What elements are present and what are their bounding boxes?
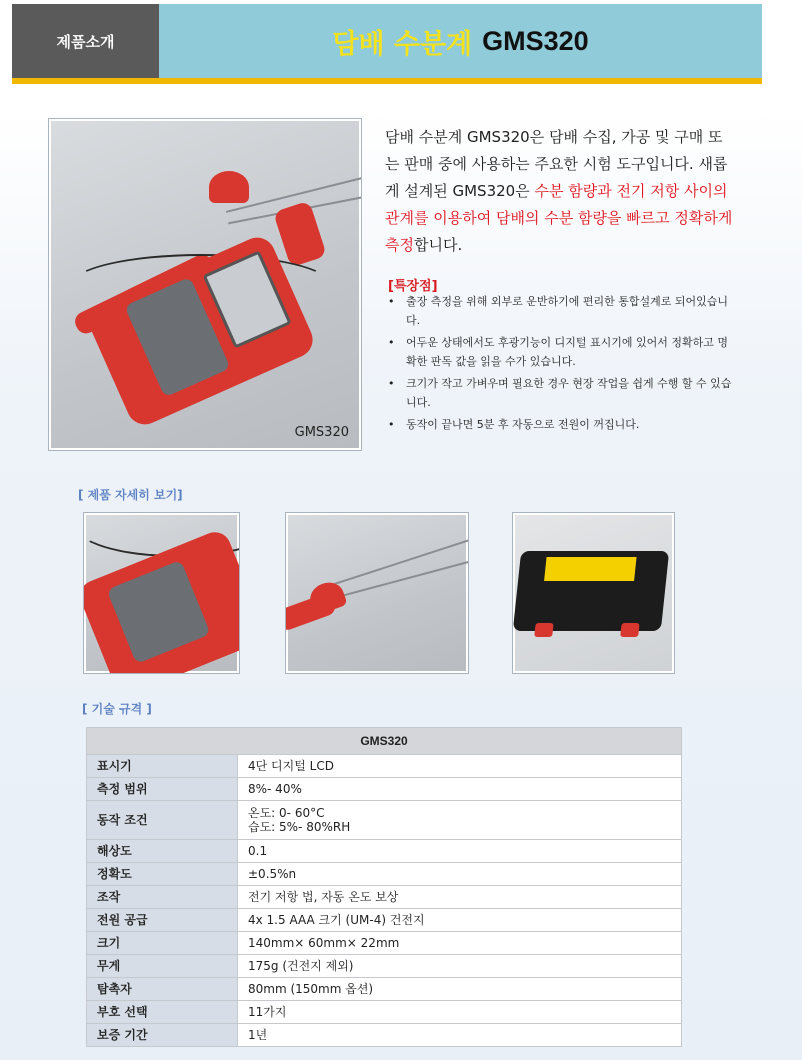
case-label [544, 557, 637, 581]
case-latch [534, 623, 553, 637]
feature-item: • 출장 측정을 위해 외부로 운반하기에 편리한 통합설계로 되어있습니다. [388, 292, 738, 330]
spec-model-header: GMS320 [87, 728, 682, 755]
product-description [385, 124, 735, 259]
page-title-model: GMS320 [482, 25, 589, 56]
title-bar [159, 4, 762, 78]
description-text: 담배 수분계 GMS320은 담배 수집, 가공 및 구매 또는 판매 중에 사용하는 주요한 시험 도구입니다. 새롭게 설계된 GMS320은 [385, 128, 728, 200]
spec-key: 크기 [87, 932, 238, 955]
spec-key: 전원 공급 [87, 909, 238, 932]
main-product-photo [48, 118, 362, 451]
description-text-end: 합니다. [413, 236, 463, 254]
spec-value-line: 습도: 5%- 80%RH [248, 820, 351, 834]
table-row [87, 778, 682, 801]
detail-photo-case [512, 512, 675, 674]
spec-heading: [ 기술 규격 ] [82, 702, 152, 716]
spec-value-line: 온도: 0- 60°C [248, 806, 325, 820]
table-row [87, 978, 682, 1001]
spec-key: 측정 범위 [87, 778, 238, 801]
spec-key: 정확도 [87, 863, 238, 886]
spec-value: 전기 저항 법, 자동 온도 보상 [238, 886, 682, 909]
table-row [87, 1024, 682, 1047]
spec-value: 11가지 [238, 1001, 682, 1024]
spec-key: 조작 [87, 886, 238, 909]
header-accent-line [12, 78, 762, 84]
case-latch [620, 623, 639, 637]
spec-table [86, 727, 682, 1047]
description-highlight: 수분 함량과 전기 저항 사이의 관계를 이용하여 담배의 수분 함량을 빠르고 정확하게 측정 [385, 182, 733, 254]
photo-caption: GMS320 [294, 425, 349, 440]
spec-value: 140mm× 60mm× 22mm [238, 932, 682, 955]
detail-photo-probe [285, 512, 469, 674]
table-row [87, 840, 682, 863]
table-row [87, 755, 682, 778]
spec-value: ±0.5%n [238, 863, 682, 886]
table-row [87, 801, 682, 840]
spec-value: 8%- 40% [238, 778, 682, 801]
section-tab-label: 제품소개 [12, 4, 159, 78]
meter-lcd-screen [203, 250, 292, 348]
spec-header-row [87, 728, 682, 755]
table-row [87, 909, 682, 932]
details-heading: [ 제품 자세히 보기] [78, 488, 183, 502]
table-row [87, 1001, 682, 1024]
spec-key: 탐촉자 [87, 978, 238, 1001]
spec-value [238, 801, 682, 840]
spec-value: 1년 [238, 1024, 682, 1047]
spec-value: 80mm (150mm 옵션) [238, 978, 682, 1001]
feature-item: • 동작이 끝나면 5분 후 자동으로 전원이 꺼집니다. [388, 415, 738, 434]
feature-item: • 크기가 작고 가벼우며 필요한 경우 현장 작업을 쉽게 수행 할 수 있습니다. [388, 374, 738, 412]
detail-photo-keypad [83, 512, 240, 674]
features-heading: [특장점] [388, 279, 438, 294]
spec-value: 4x 1.5 AAA 크기 (UM-4) 건전지 [238, 909, 682, 932]
table-row [87, 886, 682, 909]
carrying-case [513, 551, 669, 631]
table-row [87, 932, 682, 955]
probe-cap [273, 201, 327, 268]
spec-key: 부호 선택 [87, 1001, 238, 1024]
table-row [87, 863, 682, 886]
feature-item: • 어두운 상태에서도 후광기능이 디지털 표시기에 있어서 정확하고 명확한 판독 값을 읽을 수가 있습니다. [388, 333, 738, 371]
meter-keypad [107, 560, 211, 664]
spec-key: 보증 기간 [87, 1024, 238, 1047]
spec-key: 무게 [87, 955, 238, 978]
spec-value: 0.1 [238, 840, 682, 863]
spec-key: 표시기 [87, 755, 238, 778]
page-header [12, 4, 762, 84]
spec-value: 175g (건전지 제외) [238, 955, 682, 978]
spec-key: 해상도 [87, 840, 238, 863]
probe-head [209, 171, 249, 203]
page-title-korean: 담배 수분계 [332, 28, 473, 60]
features-list [388, 292, 738, 437]
table-row [87, 955, 682, 978]
spec-key: 동작 조건 [87, 801, 238, 840]
spec-value: 4단 디지털 LCD [238, 755, 682, 778]
